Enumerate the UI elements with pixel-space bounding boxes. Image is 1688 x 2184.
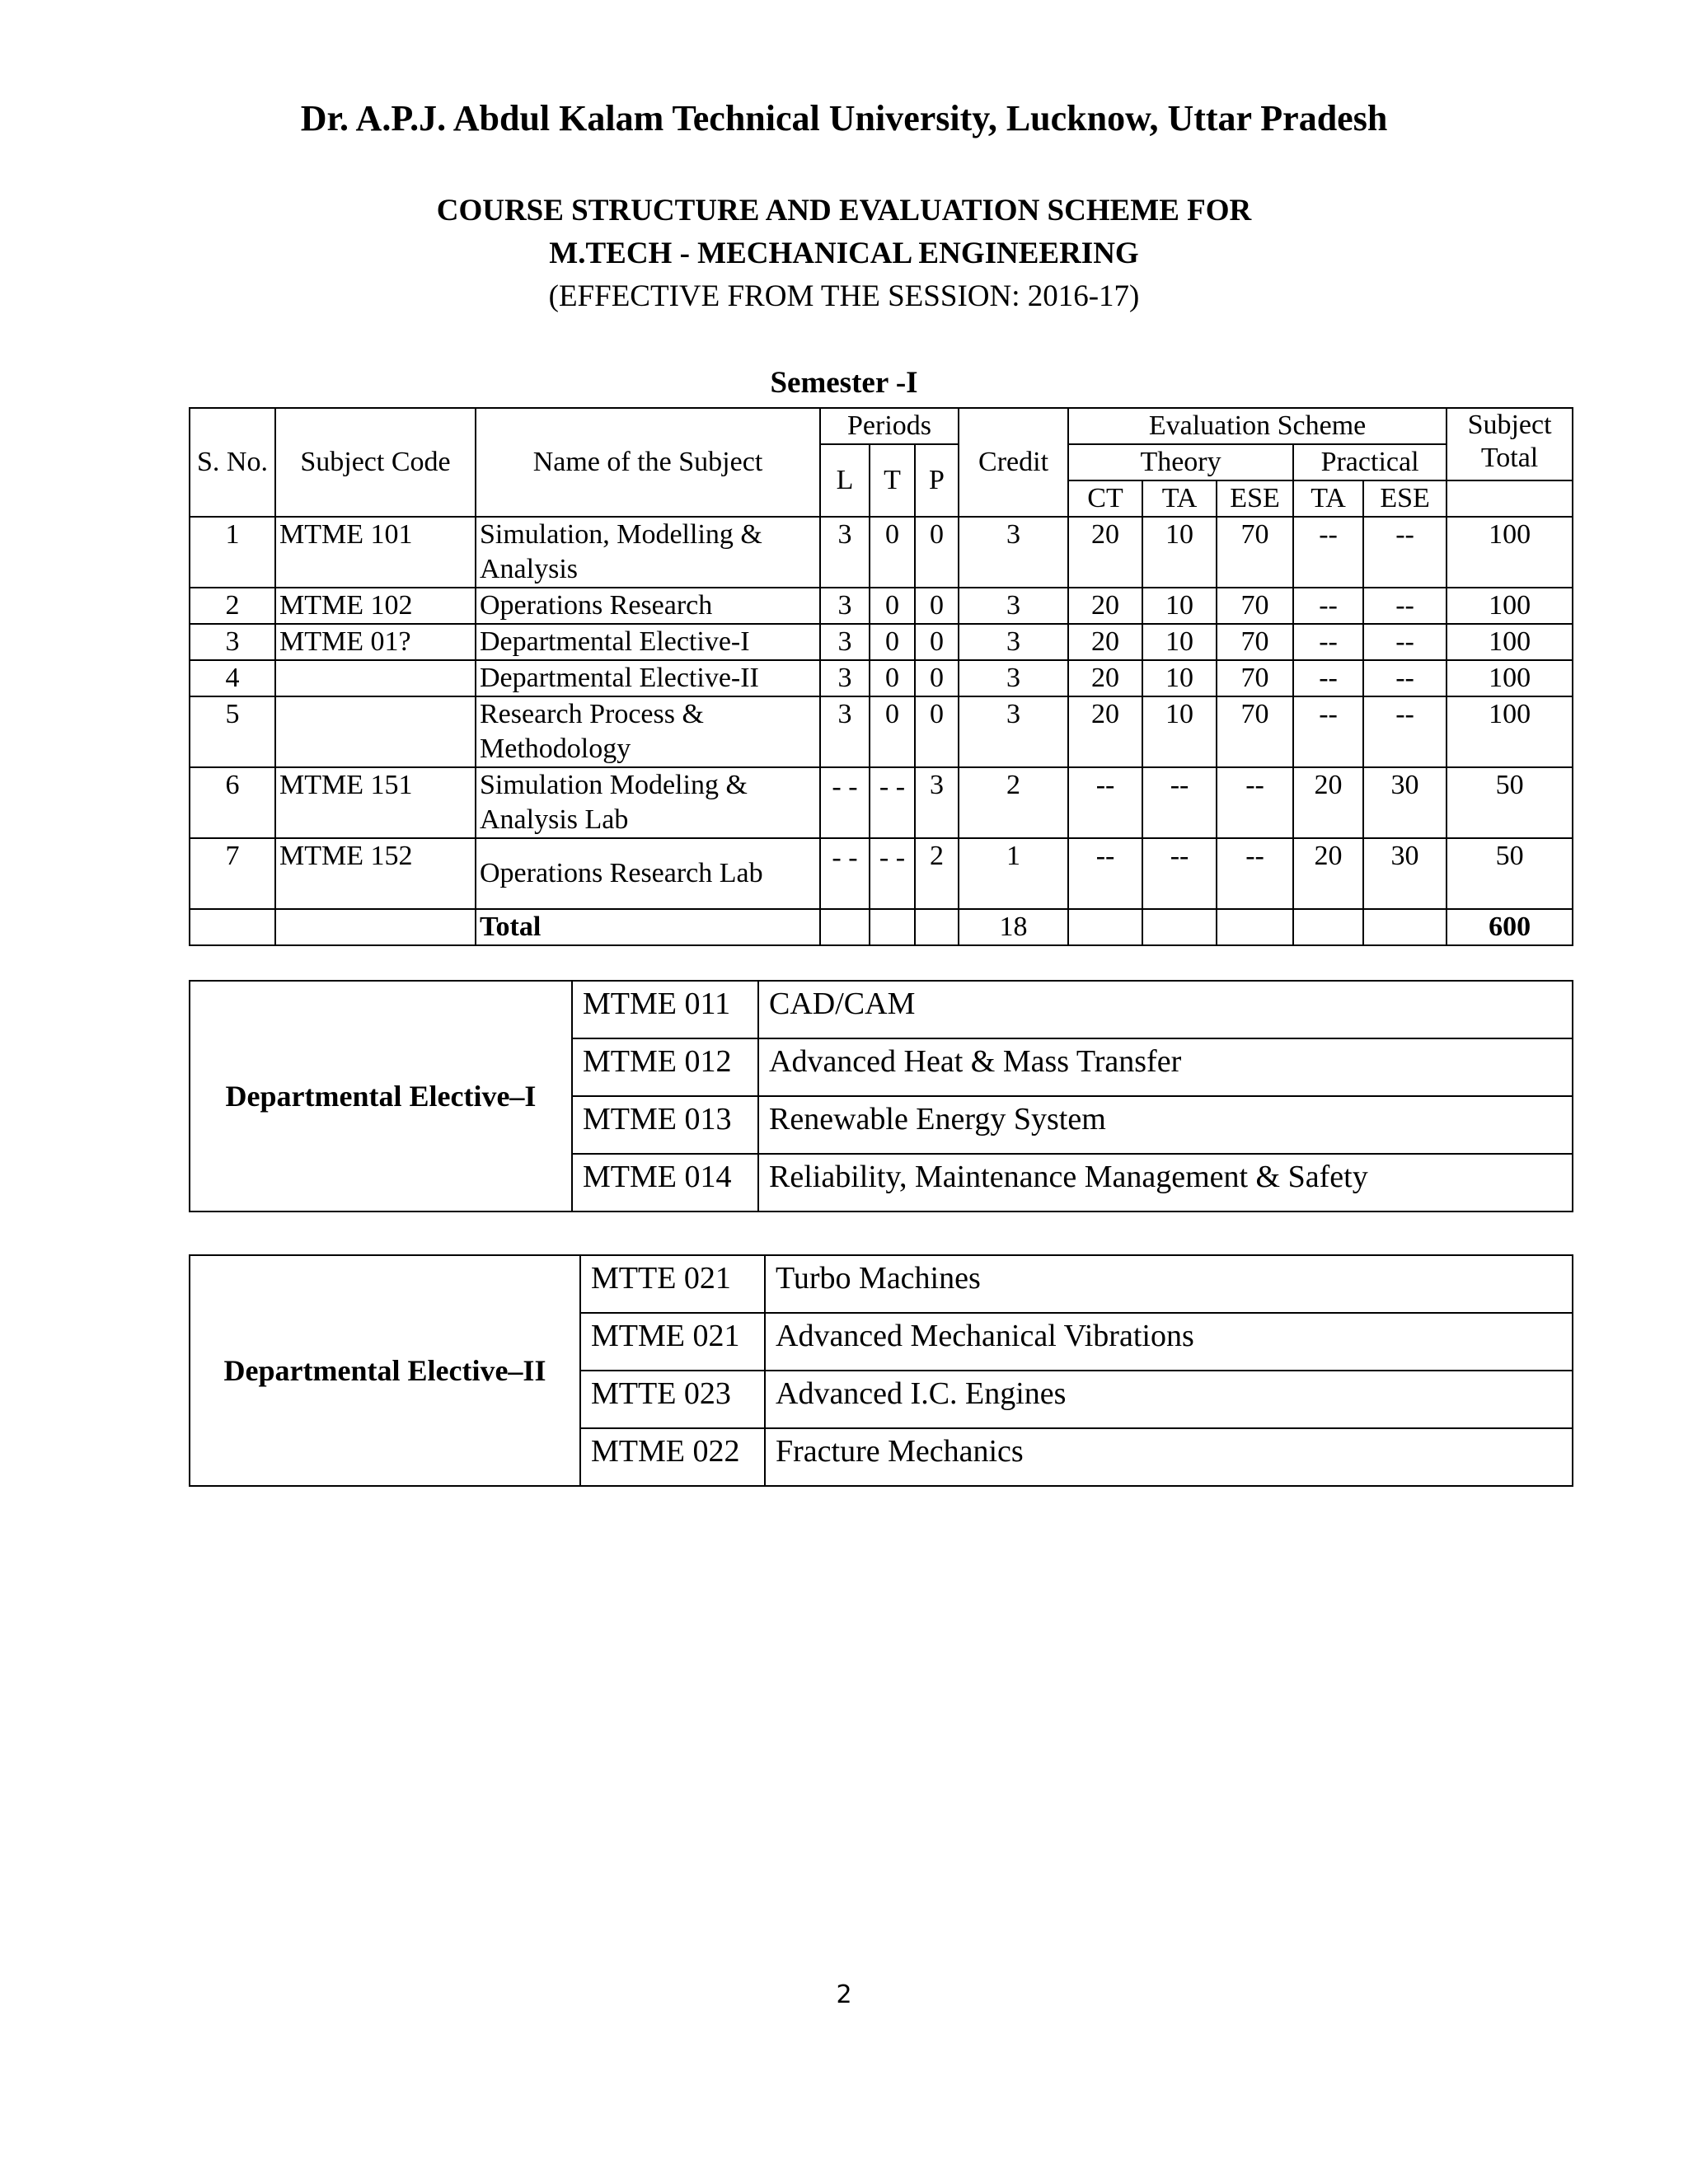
cell-pta: 20 <box>1293 767 1363 838</box>
cell-name: Departmental Elective-II <box>476 660 820 696</box>
elective-name: Fracture Mechanics <box>765 1428 1573 1486</box>
cell-ct: 20 <box>1068 624 1142 660</box>
cell-ese: 70 <box>1217 517 1293 588</box>
total-blank-ta <box>1142 909 1217 945</box>
cell-t: 0 <box>870 696 915 767</box>
total-credit: 18 <box>959 909 1068 945</box>
total-blank-P <box>915 909 959 945</box>
cell-credit: 3 <box>959 588 1068 624</box>
table-row <box>190 838 1573 909</box>
table-row <box>190 624 1573 660</box>
elective-name: Turbo Machines <box>765 1255 1573 1313</box>
cell-ta: 10 <box>1142 588 1217 624</box>
cell-ct: 20 <box>1068 517 1142 588</box>
cell-ta: -- <box>1142 838 1217 909</box>
total-blank-ct <box>1068 909 1142 945</box>
cell-l: 3 <box>820 517 870 588</box>
cell-t: 0 <box>870 660 915 696</box>
cell-sno: 7 <box>190 838 275 909</box>
elective-name: Advanced Mechanical Vibrations <box>765 1313 1573 1371</box>
cell-name: Operations Research Lab <box>476 838 820 909</box>
cell-l: - - <box>820 767 870 838</box>
cell-credit: 1 <box>959 838 1068 909</box>
heading-line-1: COURSE STRUCTURE AND EVALUATION SCHEME FOR <box>436 194 1252 227</box>
cell-code <box>275 696 476 767</box>
header-subject-name: Name of the Subject <box>476 408 820 517</box>
header-ct: CT <box>1068 480 1142 517</box>
cell-l: - - <box>820 838 870 909</box>
cell-total: 100 <box>1447 588 1573 624</box>
elective-title: Departmental Elective–I <box>190 981 572 1212</box>
elective-code: MTME 012 <box>572 1038 758 1096</box>
heading-line-3: (EFFECTIVE FROM THE SESSION: 2016-17) <box>548 279 1140 313</box>
cell-ct: 20 <box>1068 588 1142 624</box>
cell-sno: 3 <box>190 624 275 660</box>
total-label: Total <box>476 909 820 945</box>
elective-2-table <box>189 1254 1573 1487</box>
cell-name: Departmental Elective-I <box>476 624 820 660</box>
cell-ct: -- <box>1068 767 1142 838</box>
header-practical-ta: TA <box>1293 480 1363 517</box>
cell-ta: -- <box>1142 767 1217 838</box>
total-subject-total: 600 <box>1447 909 1573 945</box>
cell-code: MTME 152 <box>275 838 476 909</box>
cell-pese: 30 <box>1363 767 1447 838</box>
elective-1-table <box>189 980 1573 1212</box>
cell-sno: 2 <box>190 588 275 624</box>
cell-ese: 70 <box>1217 660 1293 696</box>
cell-credit: 3 <box>959 624 1068 660</box>
table-row <box>190 517 1573 588</box>
cell-t: 0 <box>870 624 915 660</box>
cell-credit: 2 <box>959 767 1068 838</box>
semester-title: Semester -I <box>770 366 918 400</box>
total-blank-1 <box>190 909 275 945</box>
cell-pese: 30 <box>1363 838 1447 909</box>
cell-ta: 10 <box>1142 660 1217 696</box>
cell-total: 100 <box>1447 696 1573 767</box>
cell-credit: 3 <box>959 660 1068 696</box>
elective-code: MTTE 023 <box>580 1371 765 1428</box>
page-number: 2 <box>836 1980 852 2009</box>
header-periods: Periods <box>820 408 959 444</box>
cell-t: - - <box>870 767 915 838</box>
cell-ta: 10 <box>1142 624 1217 660</box>
cell-p: 0 <box>915 588 959 624</box>
cell-pese: -- <box>1363 624 1447 660</box>
elective-row <box>190 1255 1573 1313</box>
cell-code: MTME 01? <box>275 624 476 660</box>
cell-pese: -- <box>1363 660 1447 696</box>
cell-t: 0 <box>870 588 915 624</box>
cell-pese: -- <box>1363 588 1447 624</box>
cell-ta: 10 <box>1142 696 1217 767</box>
header-evaluation-scheme: Evaluation Scheme <box>1068 408 1447 444</box>
header-blank <box>1447 480 1573 517</box>
header-subject-total: Subject Total <box>1447 408 1573 480</box>
cell-l: 3 <box>820 696 870 767</box>
cell-pta: 20 <box>1293 838 1363 909</box>
cell-code: MTME 102 <box>275 588 476 624</box>
elective-name: Reliability, Maintenance Management & Safety <box>758 1154 1573 1212</box>
cell-pta: -- <box>1293 660 1363 696</box>
cell-t: - - <box>870 838 915 909</box>
cell-ta: 10 <box>1142 517 1217 588</box>
cell-p: 0 <box>915 624 959 660</box>
elective-code: MTME 013 <box>572 1096 758 1154</box>
cell-name: Operations Research <box>476 588 820 624</box>
cell-pta: -- <box>1293 588 1363 624</box>
cell-total: 50 <box>1447 838 1573 909</box>
header-practical-ese: ESE <box>1363 480 1447 517</box>
elective-code: MTME 014 <box>572 1154 758 1212</box>
cell-credit: 3 <box>959 696 1068 767</box>
cell-name: Simulation, Modelling & Analysis <box>476 517 820 588</box>
cell-pta: -- <box>1293 517 1363 588</box>
header-credit: Credit <box>959 408 1068 517</box>
header-ta: TA <box>1142 480 1217 517</box>
elective-code: MTME 022 <box>580 1428 765 1486</box>
cell-name: Research Process & Methodology <box>476 696 820 767</box>
header-theory: Theory <box>1068 444 1293 480</box>
cell-pese: -- <box>1363 696 1447 767</box>
total-row <box>190 909 1573 945</box>
heading-line-2: M.TECH - MECHANICAL ENGINEERING <box>549 237 1139 270</box>
table-row <box>190 767 1573 838</box>
cell-credit: 3 <box>959 517 1068 588</box>
cell-total: 100 <box>1447 660 1573 696</box>
elective-title: Departmental Elective–II <box>190 1255 580 1486</box>
cell-p: 0 <box>915 517 959 588</box>
cell-ese: 70 <box>1217 624 1293 660</box>
cell-pta: -- <box>1293 696 1363 767</box>
cell-p: 0 <box>915 696 959 767</box>
elective-name: Advanced Heat & Mass Transfer <box>758 1038 1573 1096</box>
elective-name: Renewable Energy System <box>758 1096 1573 1154</box>
total-blank-2 <box>275 909 476 945</box>
cell-name: Simulation Modeling & Analysis Lab <box>476 767 820 838</box>
total-blank-L <box>820 909 870 945</box>
cell-ct: 20 <box>1068 696 1142 767</box>
header-P: P <box>915 444 959 517</box>
elective-code: MTTE 021 <box>580 1255 765 1313</box>
total-blank-ese <box>1217 909 1293 945</box>
cell-ese: -- <box>1217 767 1293 838</box>
cell-sno: 4 <box>190 660 275 696</box>
cell-t: 0 <box>870 517 915 588</box>
table-row <box>190 696 1573 767</box>
cell-ese: -- <box>1217 838 1293 909</box>
cell-l: 3 <box>820 588 870 624</box>
total-blank-T <box>870 909 915 945</box>
cell-p: 3 <box>915 767 959 838</box>
cell-sno: 1 <box>190 517 275 588</box>
elective-code: MTME 021 <box>580 1313 765 1371</box>
cell-code: MTME 101 <box>275 517 476 588</box>
cell-total: 100 <box>1447 624 1573 660</box>
cell-ct: -- <box>1068 838 1142 909</box>
cell-l: 3 <box>820 624 870 660</box>
cell-total: 100 <box>1447 517 1573 588</box>
header-T: T <box>870 444 915 517</box>
cell-p: 0 <box>915 660 959 696</box>
header-sno: S. No. <box>190 408 275 517</box>
total-blank-pese <box>1363 909 1447 945</box>
cell-ese: 70 <box>1217 696 1293 767</box>
cell-pese: -- <box>1363 517 1447 588</box>
table-row <box>190 660 1573 696</box>
cell-sno: 5 <box>190 696 275 767</box>
total-blank-pta <box>1293 909 1363 945</box>
cell-l: 3 <box>820 660 870 696</box>
header-L: L <box>820 444 870 517</box>
cell-code: MTME 151 <box>275 767 476 838</box>
cell-pta: -- <box>1293 624 1363 660</box>
course-structure-table <box>189 407 1573 946</box>
university-title: Dr. A.P.J. Abdul Kalam Technical University, Lucknow, Uttar Pradesh <box>300 98 1388 138</box>
header-practical: Practical <box>1293 444 1447 480</box>
elective-code: MTME 011 <box>572 981 758 1038</box>
cell-p: 2 <box>915 838 959 909</box>
header-subject-code: Subject Code <box>275 408 476 517</box>
cell-total: 50 <box>1447 767 1573 838</box>
cell-code <box>275 660 476 696</box>
header-ese: ESE <box>1217 480 1293 517</box>
cell-ct: 20 <box>1068 660 1142 696</box>
cell-ese: 70 <box>1217 588 1293 624</box>
elective-name: Advanced I.C. Engines <box>765 1371 1573 1428</box>
elective-row <box>190 981 1573 1038</box>
cell-sno: 6 <box>190 767 275 838</box>
elective-name: CAD/CAM <box>758 981 1573 1038</box>
table-row <box>190 588 1573 624</box>
